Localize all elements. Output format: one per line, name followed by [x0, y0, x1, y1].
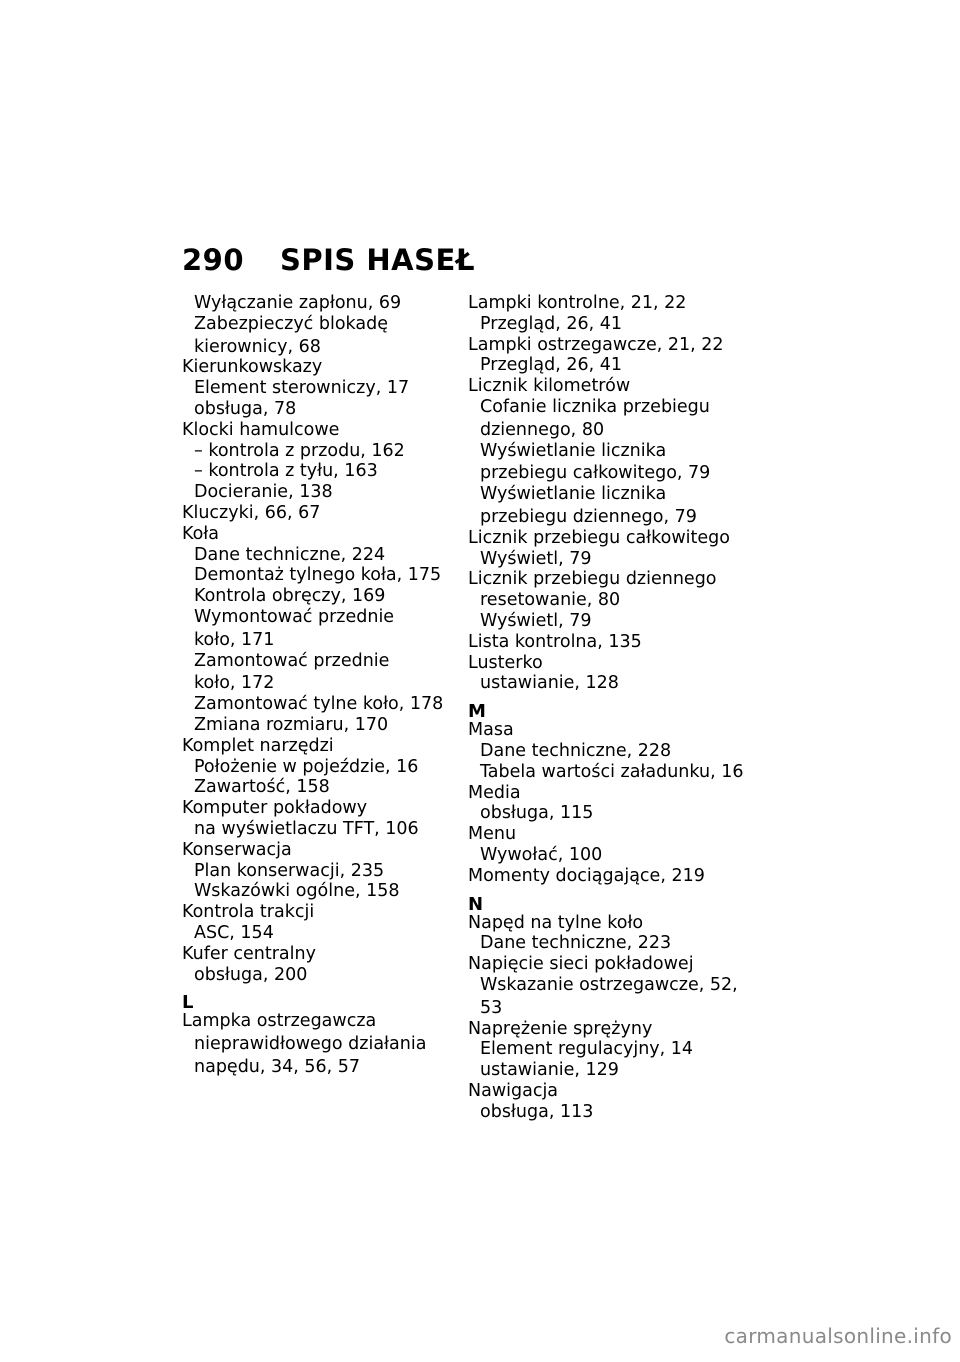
index-subentry: obsługa, 200	[194, 964, 308, 985]
index-subentry: Zamontować tylne koło, 178	[194, 694, 444, 715]
index-subentry: Położenie w pojeździe, 16	[194, 756, 419, 777]
index-subentry: Wskazanie ostrzegawcze, 52,	[480, 974, 738, 995]
index-term: Lusterko	[468, 652, 543, 673]
index-subentry: kierownicy, 68	[194, 336, 321, 357]
index-term: Lampki kontrolne, 21, 22	[468, 293, 687, 313]
index-subentry: Wywołać, 100	[480, 844, 603, 865]
index-term: Licznik kilometrów	[468, 376, 631, 397]
index-subentry: na wyświetlaczu TFT, 106	[194, 818, 419, 839]
index-term: Komputer pokładowy	[182, 798, 368, 819]
index-term: Kluczyki, 66, 67	[182, 502, 321, 523]
index-subentry: Wskazówki ogólne, 158	[194, 881, 400, 902]
index-subentry: Wyświetlanie licznika	[480, 440, 667, 461]
index-term: Komplet narzędzi	[182, 735, 334, 756]
index-subentry: Przegląd, 26, 41	[480, 355, 622, 376]
index-subentry: 53	[480, 997, 503, 1018]
index-subentry: Demontaż tylnego koła, 175	[194, 565, 442, 586]
index-term: Licznik przebiegu całkowitego	[468, 527, 730, 548]
index-term: Konserwacja	[182, 839, 292, 860]
index-subentry: napędu, 34, 56, 57	[194, 1056, 361, 1077]
index-term: Lista kontrolna, 135	[468, 631, 642, 652]
index-subentry: przebiegu całkowitego, 79	[480, 463, 711, 484]
index-subentry: Plan konserwacji, 235	[194, 860, 385, 881]
index-section-letter: N	[468, 893, 484, 915]
index-subentry: Zawartość, 158	[194, 777, 330, 798]
index-subentry: Przegląd, 26, 41	[480, 313, 622, 334]
index-subentry: przebiegu dziennego, 79	[480, 506, 697, 527]
index-subentry: Tabela wartości załadunku, 16	[480, 761, 744, 782]
index-subentry: ustawianie, 129	[480, 1060, 619, 1081]
index-term: Napęd na tylne koło	[468, 912, 644, 933]
index-subentry: Zabezpieczyć blokadę	[194, 313, 388, 334]
index-subentry: Cofanie licznika przebiegu	[480, 396, 710, 417]
index-subentry: Zmiana rozmiaru, 170	[194, 714, 389, 735]
index-subentry: ASC, 154	[194, 922, 274, 943]
index-column-left	[182, 293, 452, 1078]
index-subentry: – kontrola z tyłu, 163	[194, 461, 378, 482]
index-term: Lampka ostrzegawcza	[182, 1011, 377, 1032]
index-subentry: obsługa, 115	[480, 803, 594, 824]
index-term: Menu	[468, 824, 517, 845]
index-subentry: Element regulacyjny, 14	[480, 1039, 694, 1060]
index-subentry: dziennego, 80	[480, 419, 605, 440]
index-column-right	[468, 293, 758, 1122]
index-subentry: koło, 172	[194, 673, 275, 694]
watermark: carmanualsonline.info	[724, 1324, 952, 1348]
index-term: Kontrola trakcji	[182, 902, 315, 923]
index-term: Kufer centralny	[182, 943, 316, 964]
index-term: Momenty dociągające, 219	[468, 865, 705, 886]
index-term: Licznik przebiegu dziennego	[468, 569, 717, 590]
index-section-letter: L	[182, 992, 194, 1014]
index-term: Naprężenie sprężyny	[468, 1018, 653, 1039]
page-title: SPIS HASEŁ	[280, 243, 475, 277]
index-subentry: – kontrola z przodu, 162	[194, 440, 405, 461]
index-subentry: ustawianie, 128	[480, 673, 619, 694]
index-term: Kierunkowskazy	[182, 357, 323, 378]
index-subentry: Wyświetl, 79	[480, 610, 592, 631]
index-term: Masa	[468, 720, 514, 741]
index-subentry: Element sterowniczy, 17	[194, 378, 410, 399]
index-subentry: obsługa, 78	[194, 398, 297, 419]
index-subentry: koło, 171	[194, 629, 275, 650]
index-term: Lampki ostrzegawcze, 21, 22	[468, 334, 724, 355]
index-subentry: Wyłączanie zapłonu, 69	[194, 293, 402, 313]
index-section-letter: M	[468, 701, 486, 723]
index-subentry: Wyświetlanie licznika	[480, 484, 667, 505]
page-number: 290	[182, 243, 245, 277]
index-term: Nawigacja	[468, 1080, 559, 1101]
index-term: Klocki hamulcowe	[182, 419, 340, 440]
index-subentry: Dane techniczne, 224	[194, 544, 386, 565]
index-subentry: Dane techniczne, 228	[480, 740, 672, 761]
index-term: Media	[468, 782, 521, 803]
index-subentry: obsługa, 113	[480, 1101, 594, 1122]
index-subentry: Kontrola obręczy, 169	[194, 586, 386, 607]
index-subentry: Docieranie, 138	[194, 482, 333, 503]
index-subentry: resetowanie, 80	[480, 590, 621, 611]
index-subentry: Wyświetl, 79	[480, 548, 592, 569]
index-term: Koła	[182, 523, 220, 544]
page-header	[182, 240, 475, 280]
index-term: Napięcie sieci pokładowej	[468, 954, 694, 975]
index-subentry: Wymontować przednie	[194, 606, 395, 627]
index-subentry: Zamontować przednie	[194, 650, 390, 671]
index-subentry: Dane techniczne, 223	[480, 933, 672, 954]
index-subentry: nieprawidłowego działania	[194, 1034, 427, 1055]
